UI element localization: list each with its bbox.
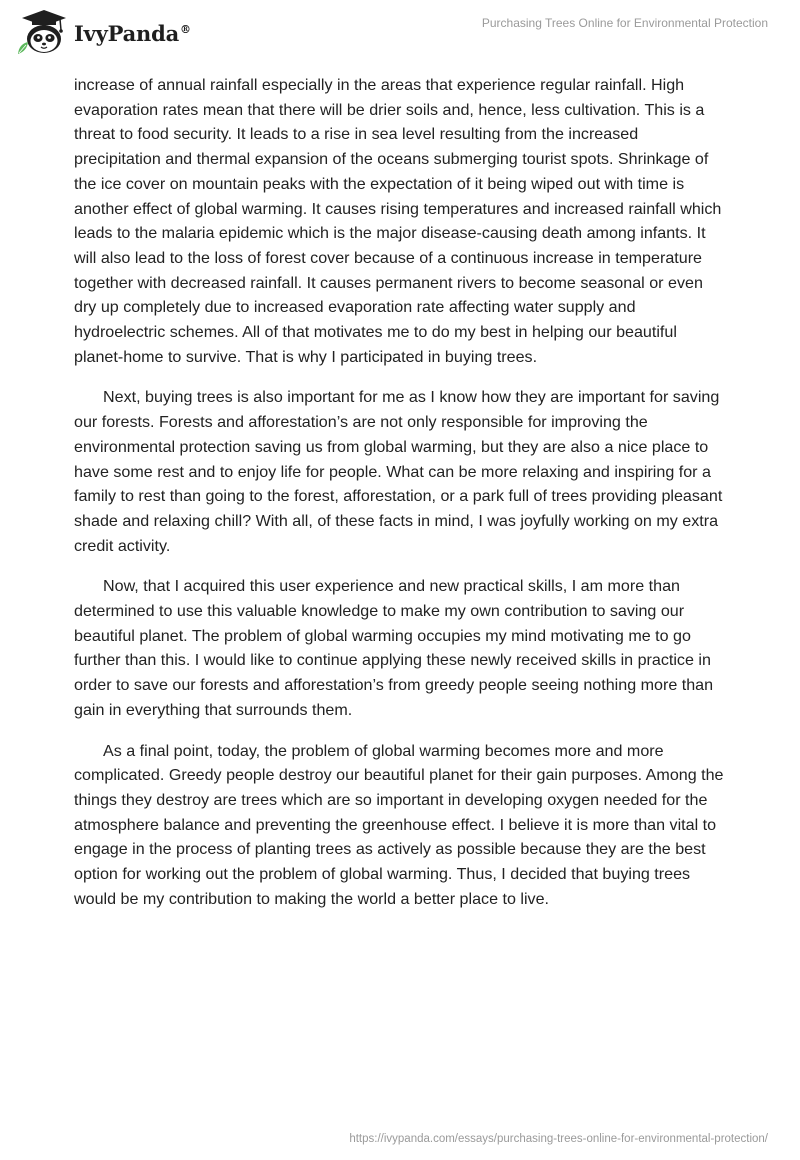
- registered-mark: ®: [180, 22, 191, 36]
- paragraph: As a final point, today, the problem of global warming becomes more and more complicated. Greedy people destroy our beautiful planet for their gain purposes. Among the things they destroy are trees which are so important in developing oxygen needed for the atmosphere balance and preventing the greenhouse effect. I believe it is more than vital to engage in the process of planting trees as actively as possible because they are the best option for working out the problem of global warming. Thus, I decided that buying trees would be my contribution to making the world a better place to live.: [74, 741, 724, 908]
- essay-body: [74, 73, 726, 928]
- document-title: Purchasing Trees Online for Environmental Protection: [481, 16, 768, 30]
- brand-name: IvyPanda®: [74, 20, 191, 46]
- source-url-link[interactable]: https://ivypanda.com/essays/purchasing-trees-online-for-environmental-protection/: [349, 1133, 768, 1145]
- paragraph: Now, that I acquired this user experience and new practical skills, I am more than determined to use this valuable knowledge to make my own contribution to saving our beautiful planet. The problem of global warming occupies my mind motivating me to go further than this. I would like to continue applying these newly received skills in practice in order to save our forests and afforestation’s from greedy people seeing nothing more than gain in everything that surrounds them.: [74, 577, 714, 719]
- page-header: [0, 0, 800, 60]
- paragraph: Next, buying trees is also important for me as I know how they are important for saving our forests. Forests and afforestation’s are not only responsible for improving the environmental protection saving us from global warming, but they are also a nice place to have some rest and to enjoy life for people. What can be more relaxing and inspiring for a family to rest than going to the forest, afforestation, or a park full of trees providing pleasant shade and relaxing chill? With all, of these facts in mind, I was joyfully working on my extra credit activity.: [74, 388, 723, 555]
- paragraph: increase of annual rainfall especially in the areas that experience regular rainfall. High evaporation rates mean that there will be drier soils and, hence, less cultivation. This is a threat to food security. It leads to a rise in sea level resulting from the increased precipitation and thermal expansion of the oceans submerging tourist spots. Shrinkage of the ice cover on mountain peaks with the expectation of it being wiped out with time is another effect of global warming. It causes rising temperatures and increased rainfall which leads to the malaria epidemic which is the major disease-causing death among infants. It will also lead to the loss of forest cover because of a continuous increase in temperature together with decreased rainfall. It causes permanent rivers to become seasonal or even dry up completely due to increased evaporation rate affecting water supply and hydroelectric schemes. All of that motivates me to do my best in helping our beautiful planet-home to survive. That is why I participated in buying trees.: [74, 76, 722, 366]
- panda-graduate-icon: [14, 8, 72, 58]
- brand-logo-link[interactable]: [14, 8, 191, 58]
